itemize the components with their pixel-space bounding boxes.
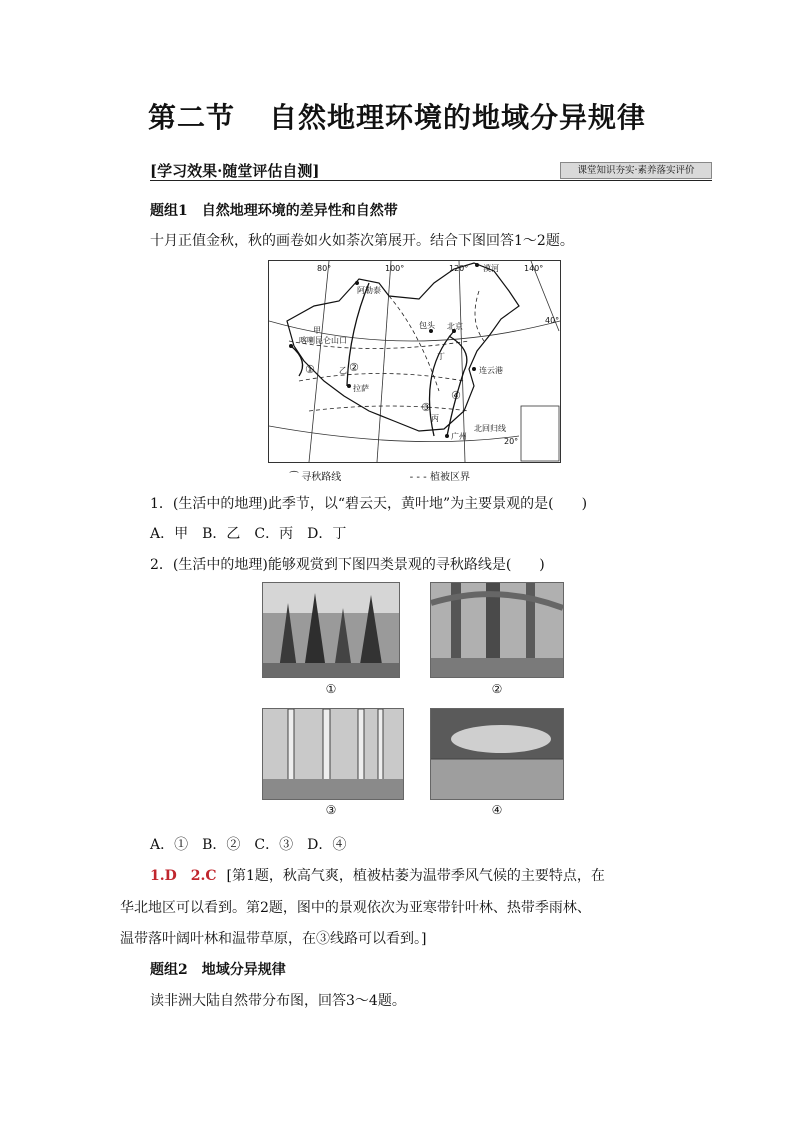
q2-stem: 2．(生活中的地理)能够观赏到下图四类景观的寻秋路线是( ) <box>150 557 545 573</box>
meridian-80 <box>309 261 332 462</box>
label-tropic: 北回归线 <box>474 424 506 433</box>
map-drawing <box>269 261 560 462</box>
label-route-1: ① <box>305 363 315 376</box>
section-label: [学习效果·随堂评估自测] <box>150 162 320 180</box>
answer-line-3: 温带落叶阔叶林和温带草原，在③线路可以看到。] <box>120 931 427 947</box>
label-beijing: 北京 <box>447 322 463 331</box>
photo-2-image <box>431 583 563 677</box>
vegetation-boundary <box>299 374 464 382</box>
china-route-map <box>268 260 561 463</box>
group1-intro: 十月正值金秋，秋的画卷如火如荼次第展开。结合下图回答1～2题。 <box>150 233 574 249</box>
label-route-3: ③ <box>421 401 431 414</box>
photo-caption-2: ② <box>491 682 503 696</box>
label-lon-100: 100° <box>385 264 405 273</box>
label-lat-20: 20° <box>504 437 519 446</box>
vegetation-boundary <box>475 291 484 341</box>
label-bing: 丙 <box>431 414 439 423</box>
route-legend-icon: ⁀ <box>290 472 299 483</box>
q1-stem: 1．(生活中的地理)此季节，以“碧云天，黄叶地”为主要景观的是( ) <box>150 496 588 512</box>
label-route-2: ② <box>349 361 359 374</box>
label-altay: 阿勒泰 <box>357 286 381 295</box>
label-mohe: 漠河 <box>483 264 499 273</box>
label-baotou: 包头 <box>419 321 435 330</box>
group1-heading: 题组1 自然地理环境的差异性和自然带 <box>150 203 398 219</box>
label-ding: 丁 <box>437 352 445 361</box>
answer-line-2: 华北地区可以看到。第2题，图中的景观依次为亚寒带针叶林、热带季雨林、 <box>120 900 591 916</box>
q1-options: A．甲 B．乙 C．丙 D．丁 <box>150 526 347 542</box>
point-lianyungang <box>472 367 476 371</box>
label-lianyungang: 连云港 <box>479 366 503 375</box>
label-lon-120: 120° <box>449 264 469 273</box>
label-karakoram: 喀喇昆仑山口 <box>299 336 347 345</box>
photo-caption-1: ① <box>325 682 337 696</box>
south-sea-inset <box>521 406 559 461</box>
photo-temperate-grassland <box>430 708 564 800</box>
point-lhasa <box>347 384 351 388</box>
section-title: 自然地理环境的地域分异规律 <box>269 101 647 134</box>
point-mohe <box>475 263 479 267</box>
section-tag: 课堂知识夯实·素养落实评价 <box>560 162 712 179</box>
boundary-legend-label: 植被区界 <box>429 472 470 483</box>
photo-deciduous-forest <box>262 708 404 800</box>
label-lhasa: 拉萨 <box>353 384 369 393</box>
photo-tropical-monsoon-forest <box>430 582 564 678</box>
vegetation-boundary <box>309 406 469 411</box>
photo-caption-4: ④ <box>491 803 503 817</box>
map-legend <box>290 468 470 483</box>
label-lon-140: 140° <box>524 264 544 273</box>
boundary-legend-icon: - - - <box>409 472 427 483</box>
photo-4-image <box>431 709 563 799</box>
group2-heading: 题组2 地域分异规律 <box>150 962 286 978</box>
point-guangzhou <box>445 434 449 438</box>
label-guangzhou: 广州 <box>451 432 467 441</box>
point-karakoram <box>289 344 293 348</box>
label-route-4: ④ <box>451 389 461 402</box>
photo-coniferous-forest <box>262 582 400 678</box>
label-jia: 甲 <box>313 326 321 335</box>
page-title <box>0 96 794 136</box>
answer-line-1 <box>150 865 605 885</box>
answer-text-1: [第1题，秋高气爽，植被枯萎为温带季风气候的主要特点，在 <box>226 868 605 884</box>
route-legend-label: 寻秋路线 <box>301 472 342 483</box>
label-lat-40: 40° <box>545 316 560 325</box>
label-lon-80: 80° <box>317 264 332 273</box>
photo-3-image <box>263 709 403 799</box>
group2-intro: 读非洲大陆自然带分布图，回答3～4题。 <box>150 993 406 1009</box>
label-yi: 乙 <box>339 366 347 375</box>
photo-caption-3: ③ <box>325 803 337 817</box>
section-number: 第二节 <box>147 101 235 134</box>
q2-options: A．① B．② C．③ D．④ <box>150 837 347 853</box>
section-divider <box>150 180 712 181</box>
answer-key: 1.D 2.C <box>150 868 217 884</box>
photo-1-image <box>263 583 399 677</box>
point-altay <box>355 281 359 285</box>
